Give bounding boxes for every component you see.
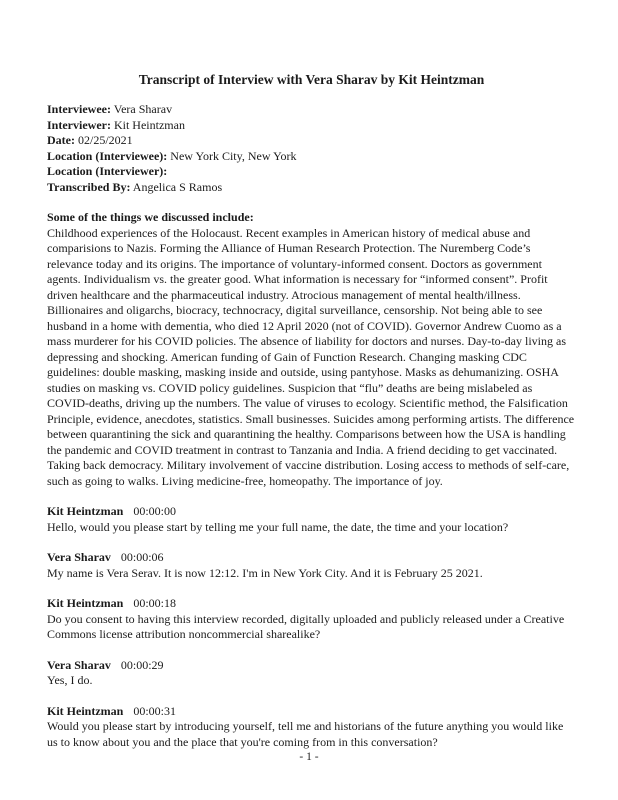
dialogue-block [47,704,576,751]
speaker-timestamp: 00:00:06 [120,550,164,564]
metadata-value: 02/25/2021 [77,133,133,147]
metadata-value: New York City, New York [170,148,297,163]
speech-text: Would you please start by introducing yourself, tell me and historians of the future anything you would like us to know about you and the place that you're coming from in this conversation? [47,719,564,749]
metadata-row-transcribed-by [47,180,576,196]
metadata-row-location-interviewee [47,149,576,165]
speech-text: Hello, would you please start by telling me your full name, the date, the time and your location? [47,519,509,534]
metadata-label: Location (Interviewee): [47,148,168,163]
speech-text: Do you consent to having this interview recorded, digitally uploaded and publicly released under a Creative Commons license attribution noncommercial sharealike? [47,611,565,641]
page-title: Transcript of Interview with Vera Sharav by Kit Heintzman [138,72,485,87]
speaker-line [47,704,576,720]
speaker-name: Kit Heintzman [47,504,124,518]
metadata-label: Location (Interviewer): [47,164,168,178]
dialogue-block [47,550,576,581]
metadata-row-interviewer [47,118,576,134]
metadata-label: Transcribed By: [47,179,131,194]
speech-text: My name is Vera Serav. It is now 12:12. I'm in New York City. And it is February 25 2021. [47,565,483,580]
dialogue-block [47,596,576,643]
speaker-name: Vera Sharav [47,657,111,672]
speaker-line [47,596,576,612]
metadata-value: Vera Sharav [113,102,173,116]
metadata-block [47,102,576,195]
summary-heading: Some of the things we discussed include: [47,210,254,224]
page-number: - 1 - [299,751,319,763]
metadata-row-location-interviewer [47,164,576,180]
speaker-name: Vera Sharav [47,550,111,564]
dialogue-block [47,658,576,689]
speaker-name: Kit Heintzman [47,596,124,610]
metadata-label: Interviewer: [47,117,111,132]
transcript-content [47,0,576,750]
speaker-timestamp: 00:00:29 [120,657,164,672]
metadata-value: Angelica S Ramos [132,179,223,194]
speaker-timestamp: 00:00:31 [133,703,176,718]
metadata-label: Date: [47,133,75,147]
speaker-line [47,550,576,566]
metadata-value: Kit Heintzman [113,117,185,132]
speaker-line [47,658,576,674]
speaker-name: Kit Heintzman [47,703,124,718]
speaker-line [47,504,576,520]
metadata-row-date [47,133,576,149]
metadata-row-interviewee [47,102,576,118]
metadata-label: Interviewee: [47,102,111,116]
speech-text: Yes, I do. [47,673,93,687]
speaker-timestamp: 00:00:00 [133,504,176,518]
summary-paragraph: Childhood experiences of the Holocaust. Recent examples in American history of medical abuse and comparisions to Nazis. Forming the Alliance of Human Research Protection. The Nuremberg Code’s relevance today and its origins. The importance of voluntary-informed consent. Doctors as government agents. Individualism vs. the greater good. What information is necessary for “informed consent”. Profit driven healthcare and the pharmaceutical industry. Atrocious management of mental health/illness. Billionaires and oligarchs, biocracy, technocracy, digital surveillance, censorship. Not being able to see husband in a home with dementia, who died 12 April 2020 (not of COVID). Governor Andrew Cuomo as a mass murderer for his COVID policies. The absence of liability for doctors and nurses. Day-to-day living as depressing and shocking. American funding of Gain of Function Research. Changing masking CDC guidelines: double masking, masking inside and outside, using pantyhose. Masks as dehumanizing. OSHA studies on masking vs. COVID policy guidelines. Suspicion that “flu” deaths are being mislabeled as COVID-deaths, driving up the numbers. The value of viruses to ecology. Scientific method, the Falsification Principle, evidence, anecdotes, statistics. Small businesses. Suicides among performing artists. The difference between quarantining the sick and quarantining the healthy. Comparisons between how the USA is handling the pandemic and COVID treatment in contrast to Tanzania and India. A friend deciding to get vaccinated. Taking back democracy. Military involvement of vaccine distribution. Losing access to methods of self-care, such as going to walks. Living medicine-free, homeopathy. The importance of joy. [47,225,578,488]
speaker-timestamp: 00:00:18 [133,596,176,610]
dialogue-block [47,504,576,535]
